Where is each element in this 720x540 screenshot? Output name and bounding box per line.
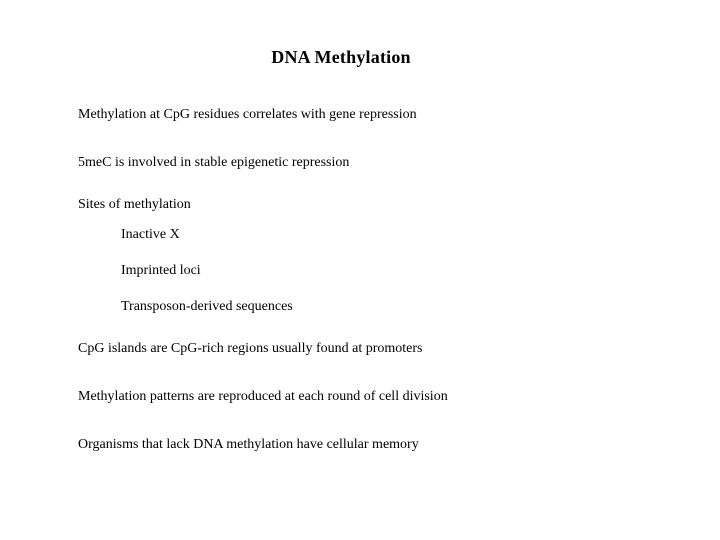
slide-title: DNA Methylation — [271, 47, 411, 67]
bullet-point: CpG islands are CpG-rich regions usually found at promoters — [78, 341, 423, 356]
sub-bullet-point: Imprinted loci — [121, 263, 201, 278]
bullet-point: Sites of methylation — [78, 197, 191, 212]
bullet-point: Methylation patterns are reproduced at each round of cell division — [78, 389, 448, 404]
sub-bullet-point: Inactive X — [121, 227, 180, 242]
bullet-point: 5meC is involved in stable epigenetic repression — [78, 155, 350, 170]
sub-bullet-point: Transposon-derived sequences — [121, 299, 293, 314]
bullet-point: Organisms that lack DNA methylation have cellular memory — [78, 437, 419, 452]
bullet-point: Methylation at CpG residues correlates with gene repression — [78, 107, 417, 122]
